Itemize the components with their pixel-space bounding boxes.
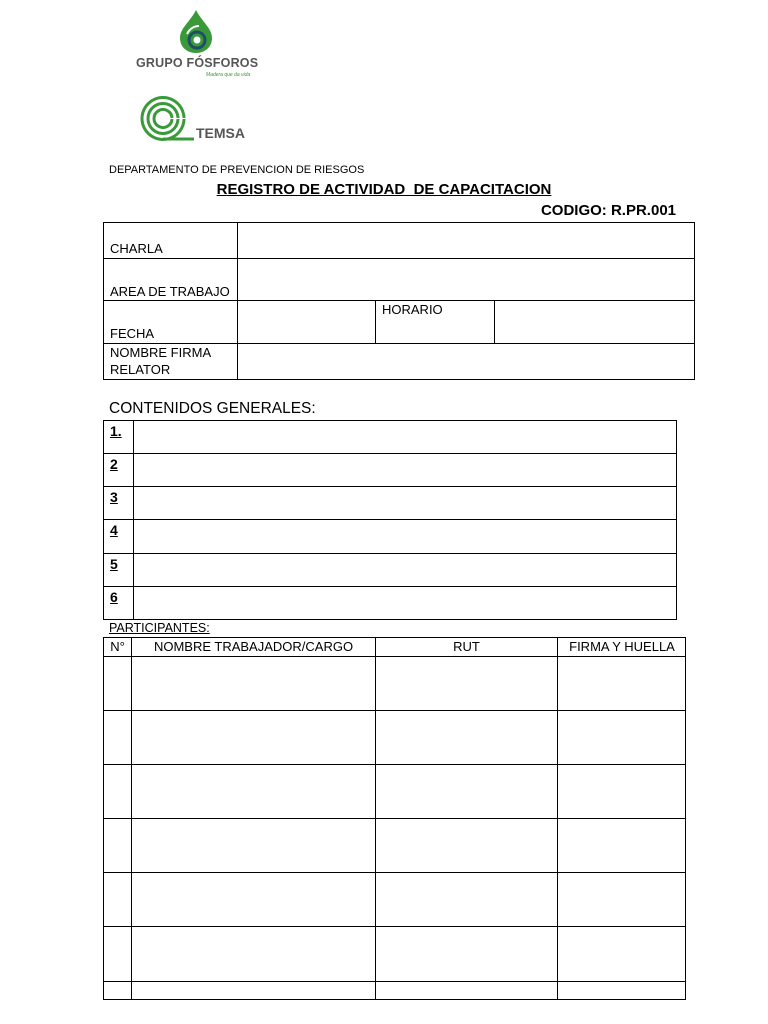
participant-row[interactable] xyxy=(104,982,685,999)
participants-heading: PARTICIPANTES: xyxy=(109,621,210,635)
charla-label: CHARLA xyxy=(110,241,163,256)
column-header-number: N° xyxy=(110,639,125,654)
participant-row[interactable] xyxy=(104,927,685,981)
column-header-name: NOMBRE TRABAJADOR/CARGO xyxy=(153,639,354,654)
area-field[interactable] xyxy=(238,259,694,300)
content-item-field[interactable] xyxy=(134,554,676,586)
content-item-field[interactable] xyxy=(134,487,676,519)
contents-heading: CONTENIDOS GENERALES: xyxy=(109,400,316,417)
grupo-fosforos-logo xyxy=(136,8,259,80)
temsa-name: TEMSA xyxy=(196,125,245,141)
fecha-label: FECHA xyxy=(110,326,155,341)
fecha-field[interactable] xyxy=(238,301,375,343)
column-header-signature: FIRMA Y HUELLA xyxy=(569,639,675,654)
content-item-number: 1. xyxy=(110,423,122,439)
content-item-field[interactable] xyxy=(134,454,676,486)
temsa-logo xyxy=(140,95,260,145)
content-item-number: 2 xyxy=(110,456,118,472)
content-item-number: 3 xyxy=(110,489,118,505)
charla-field[interactable] xyxy=(238,223,694,258)
content-item-field[interactable] xyxy=(134,520,676,553)
drop-leaf-icon xyxy=(176,8,216,54)
document-title: REGISTRO DE ACTIVIDAD DE CAPACITACION xyxy=(216,181,552,198)
relator-field[interactable] xyxy=(238,344,694,379)
participant-row[interactable] xyxy=(104,873,685,926)
horario-label: HORARIO xyxy=(382,302,443,317)
department-label: DEPARTAMENTO DE PREVENCION DE RIESGOS xyxy=(109,164,365,176)
participant-row[interactable] xyxy=(104,765,685,818)
area-label: AREA DE TRABAJO xyxy=(110,284,230,299)
grupo-fosforos-tagline: Madera que da vida xyxy=(206,72,251,78)
content-item-field[interactable] xyxy=(134,587,676,619)
content-item-number: 6 xyxy=(110,589,118,605)
grupo-fosforos-name: GRUPO FÓSFOROS xyxy=(136,56,259,70)
content-item-number: 4 xyxy=(110,522,118,538)
relator-label-line1: NOMBRE FIRMA xyxy=(110,345,212,360)
participant-row[interactable] xyxy=(104,711,685,764)
document-code: CODIGO: R.PR.001 xyxy=(540,202,676,219)
column-header-rut: RUT xyxy=(453,639,480,654)
temsa-rings-icon xyxy=(140,95,196,143)
relator-label-line2: RELATOR xyxy=(110,362,171,377)
participant-row[interactable] xyxy=(104,657,685,710)
content-item-number: 5 xyxy=(110,556,118,572)
content-item-field[interactable] xyxy=(134,421,676,453)
horario-field[interactable] xyxy=(495,301,694,343)
participant-row[interactable] xyxy=(104,819,685,872)
